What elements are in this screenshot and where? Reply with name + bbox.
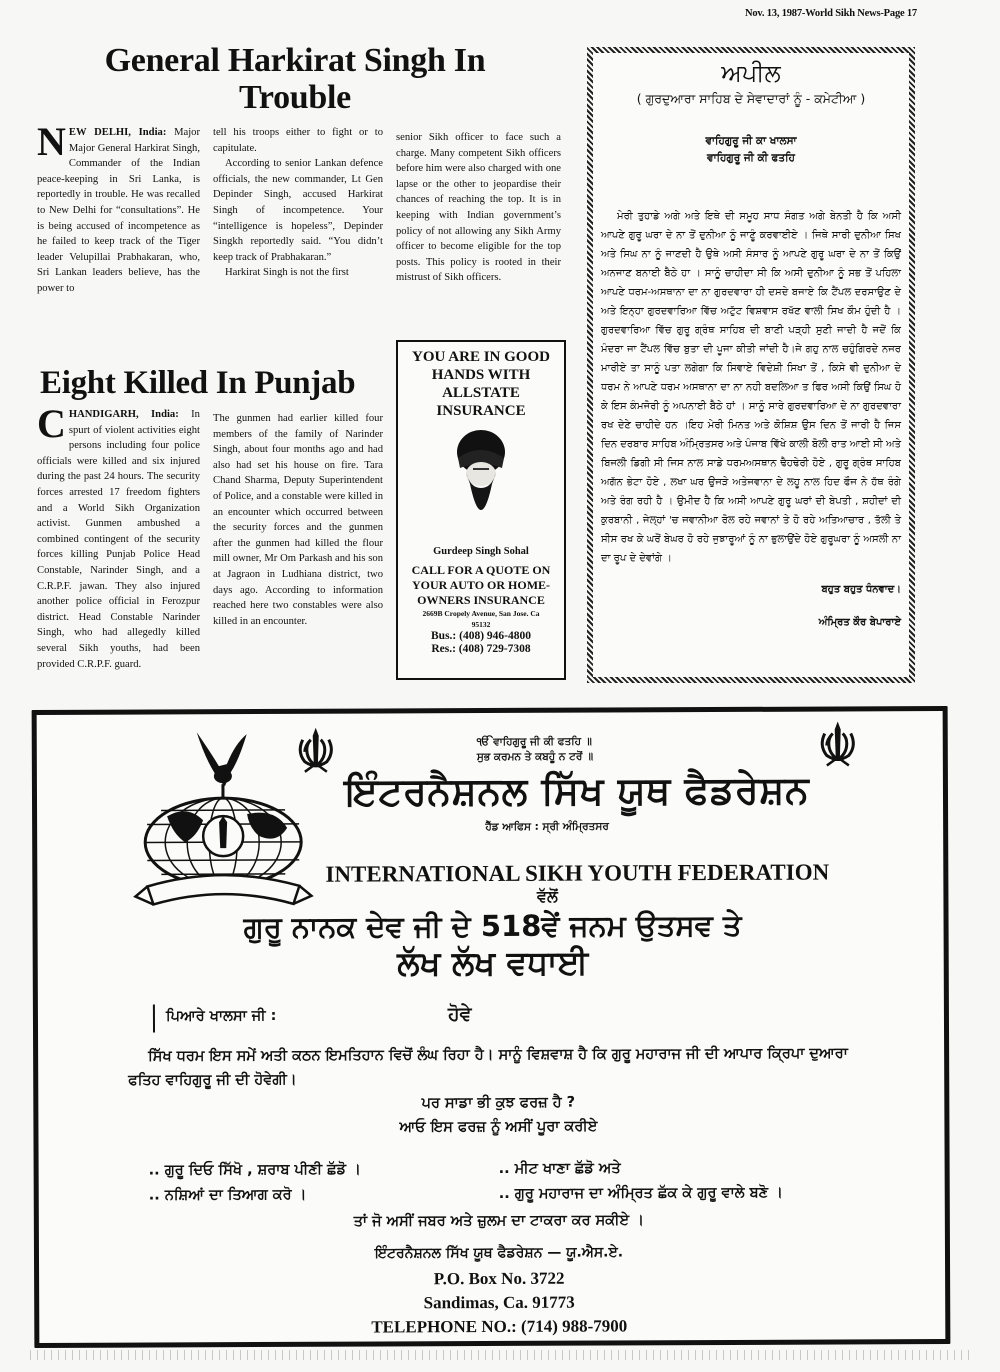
slogan-line: YOU ARE IN GOOD xyxy=(412,349,550,365)
salutation: ਪਿਆਰੇ ਖਾਲਸਾ ਜੀ : xyxy=(165,1007,277,1025)
birthday-greeting-line1: ਗੁਰੂ ਨਾਨਕ ਦੇਵ ਜੀ ਦੇ 518ਵੇਂ ਜਨਮ ਉਤਸਵ ਤੇ xyxy=(243,907,742,945)
invocation-line: ਸੁਭ ਕਰਮਨ ਤੇ ਕਬਹੂੰ ਨ ਟਰੋਂ ॥ xyxy=(476,750,594,764)
appeal-title: ਅਪੀਲ xyxy=(721,59,781,87)
article-text: The gunmen had earlier killed four members of the family of Narinder Singh, about four months ago and had also had set his house on fire. Tara Chand Sharma, Deputy Superintendent of Police, and a constable were killed in an encounter which occurred between the security forces and the gunmen after the gunmen had killed the flour mill owner, Mr Om Parkash and his son at Jagraon in Ludhiana district, two days ago. According to information reached here two constables were also killed in an encounter. xyxy=(213,413,383,627)
agent-address: 2669B Cropely Avenue, San Jose. Ca xyxy=(422,609,540,618)
article-text: Major Major General Harkirat Singh, Commander of the Indian peace-keeping in Sri Lanka, is reportedly in trouble. He was recalled to New Delhi for “consultations”. He is being accused of incompetence as he failed to keep track of the Tiger leader Velupillai Prabhakaran, who, Sri Lankan leaders believe, has the power to xyxy=(37,127,200,294)
cta-line: OWNERS INSURANCE xyxy=(417,593,545,607)
dropcap: N xyxy=(37,119,66,164)
pledge-item: .. ਗੁਰੂ ਦਿਓ ਸਿੱਖੋ , ਸ਼ਰਾਬ ਪੀਣੀ ਛੱਡੋ । xyxy=(148,1161,361,1179)
from-label: ਵੱਲੋਂ xyxy=(536,886,558,906)
po-box: P.O. Box No. 3722 xyxy=(433,1268,565,1289)
pledge-item: .. ਨਸ਼ਿਆਂ ਦਾ ਤਿਆਗ ਕਰੋ । xyxy=(148,1186,307,1204)
ad-paragraph: ਸਿੱਖ ਧਰਮ ਇਸ ਸਮੇਂ ਅਤੀ ਕਠਨ ਇਮਤਿਹਾਨ ਵਿਚੋਂ ਲੰਘ ਰਿਹਾ ਹੈ। ਸਾਨੂੰ ਵਿਸ਼ਵਾਸ਼ ਹੈ ਕਿ ਗੁਰੂ ਮਹਾਰਾਜ ਜੀ ਦੀ ਆਪਾਰ ਕ੍ਰਿਪਾ ਦੁਆਰਾ ਫਤਿਹ ਵਾਹਿਗੁਰੂ ਜੀ ਦੀ ਹੋਵੇਗੀ। xyxy=(128,1045,848,1089)
khanda-icon xyxy=(295,726,337,776)
birthday-greeting-line2: ਲੱਖ ਲੱਖ ਵਧਾਈ xyxy=(397,942,589,983)
article2-column-1 xyxy=(37,401,200,672)
question-line-2: ਆਓ ਇਸ ਫਰਜ਼ ਨੂੰ ਅਸੀਂ ਪੂਰਾ ਕਰੀਏ xyxy=(399,1118,598,1136)
appeal-signature: ਅੰਮ੍ਰਿਤ ਕੌਰ ਬੇਪਾਰਾਏ xyxy=(818,617,901,628)
telephone: TELEPHONE NO.: (714) 988-7900 xyxy=(371,1316,628,1337)
article-text: Harkirat Singh is not the first xyxy=(225,267,349,279)
isyf-advertisement xyxy=(32,706,951,1348)
ad-slogan xyxy=(398,348,564,420)
article-headline-punjab: Eight Killed In Punjab xyxy=(40,365,356,401)
article-text: senior Sikh officer to face such a charge. Many competent Sikh officers before him were also charged with one lapse or the other to jeopardise their chances of reaching the top. It is in keeping with Indian government’s policy of not allowing any Sikh Army officer to become eligible for the top posts. This policy is rooted in their mistrust of Sikh officers. xyxy=(396,132,561,284)
ad-call-to-action xyxy=(398,563,564,608)
slogan-line: HANDS WITH xyxy=(431,367,531,383)
halftone-bleed-decoration xyxy=(30,1350,970,1360)
khanda-icon xyxy=(817,719,859,769)
article-text: tell his troops either to fight or to capitulate. xyxy=(213,127,383,154)
hove-word: ਹੋਵੇ xyxy=(447,1003,472,1026)
article1-column-3 xyxy=(396,130,561,286)
appeal-thanks: ਬਹੁਤ ਬਹੁਤ ਧੰਨਵਾਦ। xyxy=(821,584,901,595)
article-text: In spurt of violent activities eight persons including four police officials were killed and six injured during the past 24 hours. The security forces arrested 17 freedom fighters and a World Sikh Organization activist. Gunmen ambushed a combined contingent of the security forces killing Punjab Police Head Constable, Narinder Singh, and a C.R.P.F. jawan. They also injured another police official in Ferozpur district. Head Constable Narinder Singh, who had allegedly killed several Sikh youths, had been provided C.R.P.F. guard. xyxy=(37,409,200,670)
page-folio: Nov. 13, 1987-World Sikh News-Page 17 xyxy=(745,8,917,19)
invocation-line: ੴ ਵਾਹਿਗੁਰੂ ਜੀ ਕੀ ਫਤਹਿ ॥ xyxy=(476,735,592,749)
appeal-subtitle: ( ਗੁਰਦੁਆਰਾ ਸਾਹਿਬ ਦੇ ਸੇਵਾਦਾਰਾਂ ਨੂੰ - ਕਮੇਟੀਆ ) xyxy=(636,91,866,106)
slogan-line: ALLSTATE xyxy=(442,385,520,401)
cta-line: CALL FOR A QUOTE ON xyxy=(411,563,551,577)
residence-phone: Res.: (408) 729-7308 xyxy=(431,643,531,655)
pledges-right xyxy=(499,1155,899,1207)
allstate-advertisement xyxy=(396,340,566,680)
invocation xyxy=(477,734,777,765)
appeal-greeting xyxy=(601,133,901,167)
dateline: HANDIGARH, India: xyxy=(68,409,179,420)
agent-zip: 95132 xyxy=(471,620,491,629)
article1-column-1 xyxy=(37,119,200,297)
agent-name: Gurdeep Singh Sohal xyxy=(433,546,529,557)
turbaned-man-portrait-icon xyxy=(446,428,516,538)
greeting-line: ਵਾਹਿਗੁਰੂ ਜੀ ਕੀ ਫਤਹਿ xyxy=(707,152,795,164)
head-office: ਹੈੱਡ ਆਫਿਸ : ਸ੍ਰੀ ਅੰਮ੍ਰਿਤਸਰ xyxy=(485,820,609,834)
cta-line: YOUR AUTO OR HOME- xyxy=(411,578,551,592)
article2-column-2 xyxy=(213,411,383,629)
contact-org-punjabi: ਇੰਟਰਨੈਸ਼ਨਲ ਸਿੱਖ ਯੂਥ ਫੈਡਰੇਸ਼ਨ — ਯੂ.ਐਸ.ਏ. xyxy=(374,1244,624,1262)
business-phone: Bus.: (408) 946-4800 xyxy=(431,630,531,642)
resolve-line: ਤਾਂ ਜੋ ਅਸੀਂ ਜਬਰ ਅਤੇ ਜ਼ੁਲਮ ਦਾ ਟਾਕਰਾ ਕਰ ਸਕੀਏ । xyxy=(353,1212,645,1230)
greeting-line: ਵਾਹਿਗੁਰੂ ਜੀ ਕਾ ਖਾਲਸਾ xyxy=(705,135,797,147)
slogan-line: INSURANCE xyxy=(436,403,526,419)
appeal-box xyxy=(587,47,915,683)
article1-column-2 xyxy=(213,125,383,281)
dropcap: C xyxy=(37,401,66,446)
pledge-item: .. ਮੀਟ ਖਾਣਾ ਛੱਡੋ ਅਤੇ xyxy=(498,1160,621,1177)
appeal-body: ਮੇਰੀ ਤੁਹਾਡੇ ਅਗੇ ਅਤੇ ਇਥੇ ਦੀ ਸਮੂਹ ਸਾਧ ਸੰਗਤ ਅਗੇ ਬੇਨਤੀ ਹੈ ਕਿ ਅਸੀ ਆਪਣੇ ਗੁਰੂ ਘਰਾ ਦੇ ਨਾ ਤੋਂ ਦੁਨੀਆ ਨੂੰ ਜਾਣੂੰ ਕਰਵਾਈਏ । ਜਿਥੇ ਸਾਰੀ ਦੁਨੀਆ ਸਿਖ ਅਤੇ ਸਿਘ ਨਾ ਨੂੰ ਜਾਣਦੀ ਹੈ ਉਥੇ ਅਸੀ ਸੰਸਾਰ ਨੂੰ ਆਪਣੇ ਗੁਰੂ ਘਰਾ ਦੇ ਨਾ ਤੋਂ ਕਿਉਂ ਅਨਜਾਣ ਬਨਾਈ ਬੈਠੇ ਹਾ । ਸਾਨੂੰ ਚਾਹੀਦਾ ਸੀ ਕਿ ਅਸੀ ਦੁਨੀਆ ਨੂੰ ਸਭ ਤੋਂ ਪਹਿਲਾ ਆਪਣੇ ਧਰਮ-ਅਸਥਾਨਾ ਦਾ ਨਾ ਗੁਰਦਵਾਰਾ ਹੀ ਦਸਦੇ ਬਜਾਏ ਕਿ ਟੈਂਪਲ ਦਰਸਾਉਣ ਦੇ ਅਤੇ ਇਨ੍ਹਾ ਗੁਰਦਵਾਰਿਆ ਵਿੱਚ ਅਟੁੱਟ ਵਿਸ਼ਵਾਸ ਰਖੱਣ ਵਾਲੀ ਸਿਖ ਕੌਮ ਹੁੰਦੀ ਹੈ । ਗੁਰਦਵਾਰਿਆ ਵਿੱਚ ਗੁਰੂ ਗ੍ਰੰਥ ਸਾਹਿਬ ਦੀ ਬਾਣੀ ਪੜ੍ਹੀ ਸੁਣੀ ਜਾਦੀ ਹੈ ਜਦੋਂ ਕਿ ਮੰਦਰਾ ਜਾ ਟੈਂਪਲ ਵਿੱਚ ਬੁਤਾ ਦੀ ਪੂਜਾ ਕੀਤੀ ਜਾਂਦੀ ਹੈ।ਜੇ ਗਹੁ ਨਾਲ ਚਹੁੰਗਿਰਦੇ ਨਜਰ ਮਾਰੀਏ ਤਾ ਸਾਨੂੰ ਪਤਾ ਲਗੇਗਾ ਕਿ ਸਿਵਾਏ ਵਿਦੇਸ਼ੀ ਸਿਖਾ ਤੋਂ , ਕਿਸੇ ਵੀ ਦੁਨੀਆ ਦੇ ਧਰਮ ਨੇ ਆਪਣੇ ਧਰਮ ਅਸਥਾਨਾ ਦਾ ਨਾ ਨਹੀ ਬਦਲਿਆ ਤ ਫਿਰ ਅਸੀ ਕਿਉਂ ਸਿਘ ਹੋ ਕੇ ਇਸ ਕੰਮਜੋਰੀ ਨੂੰ ਅਪਨਾਈ ਬੈਠੇ ਹਾਂ । ਸਾਨੂੰ ਸਾਰੇ ਗੁਰਦਵਾਰਿਆ ਦੇ ਨਾ ਗੁਰਦਵਾਰਾ ਰਖ ਦੇਣੇ ਚਾਹੀਦੇ ਹਨ ।ਇਹ ਮੇਰੀ ਮਿਨਤ ਅਤੇ ਕੋਸ਼ਿਸ਼ ਉਸ ਦਿਨ ਤੋਂ ਜਾਰੀ ਹੈ ਜਿਸ ਦਿਨ ਦਰਬਾਰ ਸਾਹਿਬ ਅੰਮ੍ਰਿਤਸਰ ਅਤੇ ਪੰਜਾਬ ਵਿੱਖੇ ਕਾਲੀ ਬੋਲੀ ਰਾਤ ਆਈ ਸੀ ਅਤੇ ਬਿਜਲੀ ਡਿਗੀ ਸੀ ਜਿਸ ਨਾਲ ਸਾਡੇ ਧਰਮਅਸਥਾਨ ਢੈਹਢੇਰੀ ਹੋਏ , ਗੁਰੂ ਗ੍ਰੰਥ ਸਾਹਿਬ ਅਗੱਨ ਭੇਟਾ ਹੋਏ , ਲਖਾ ਘਰ ਉਜੜੇ ਅਤੇਜਵਾਨਾ ਦੇ ਲਹੂ ਨਾਲ ਹਿਦ ਫੌਜ ਨੇ ਹੱਥ ਰੰਗੇ ਅਤੇ ਰੰਗ ਰਹੀ ਹੈ । ਉਮੀਦ ਹੈ ਕਿ ਅਸੀ ਆਪਣੇ ਗੁਰੂ ਘਰਾਂ ਦੀ ਬੇਪਤੀ , ਸ਼ਹੀਦਾਂ ਦੀ ਕੁਰਬਾਨੀ , ਜੇਲ੍ਹਾਂ 'ਚ ਜਵਾਨੀਆ ਰੋਲ ਰਹੇ ਜਵਾਨਾਂ ਤੇ ਹੋ ਰਹੇ ਅਤਿਆਚਾਰ , ਤੱਲੀ ਤੇ ਸੀਸ ਰਖ ਕੇ ਘਰੋਂ ਬੇਘਰ ਹੋ ਰਹੇ ਜੁਝਾਰੂਆਂ ਨੂੰ ਨਾ ਭੁਲਾਉਂਦੇ ਹੋਏ ਗੁਰੂਘਰਾ ਨੂੰ ਅਸਲੀ ਨਾ ਦਾ ਰੂਪ ਦੇ ਦੇਵਾਂਗੇ । xyxy=(601,211,901,564)
dateline: EW DELHI, India: xyxy=(68,127,167,138)
org-name-punjabi: ਇੰਟਰਨੈਸ਼ਨਲ ਸਿੱਖ ਯੂਥ ਫੈਡਰੇਸ਼ਨ xyxy=(344,767,810,814)
question-line-1: ਪਰ ਸਾਡਾ ਭੀ ਕੁਝ ਫਰਜ਼ ਹੈ ? xyxy=(421,1094,576,1112)
article-text: According to senior Lankan defence officials, the new commander, Lt Gen Depinder Singh, accused Harkirat Singh of incompetence. Your “intelligence is hopeless”, Depinder Singkh reportedly said. “You didn’t keep track of Prabhakaran.” xyxy=(213,158,383,263)
article-headline-harkirat: General Harkirat Singh In Trouble xyxy=(104,42,486,116)
pledge-item: .. ਗੁਰੂ ਮਹਾਰਾਜ ਦਾ ਅੰਮ੍ਰਿਤ ਛੱਕ ਕੇ ਗੁਰੂ ਵਾਲੇ ਬਣੋ । xyxy=(498,1184,783,1202)
divider xyxy=(153,1004,155,1032)
isyf-globe-eagle-emblem-icon xyxy=(127,724,318,915)
city-zip: Sandimas, Ca. 91773 xyxy=(423,1292,575,1313)
org-name-english: INTERNATIONAL SIKH YOUTH FEDERATION xyxy=(325,859,830,887)
pledges-left xyxy=(149,1157,489,1208)
